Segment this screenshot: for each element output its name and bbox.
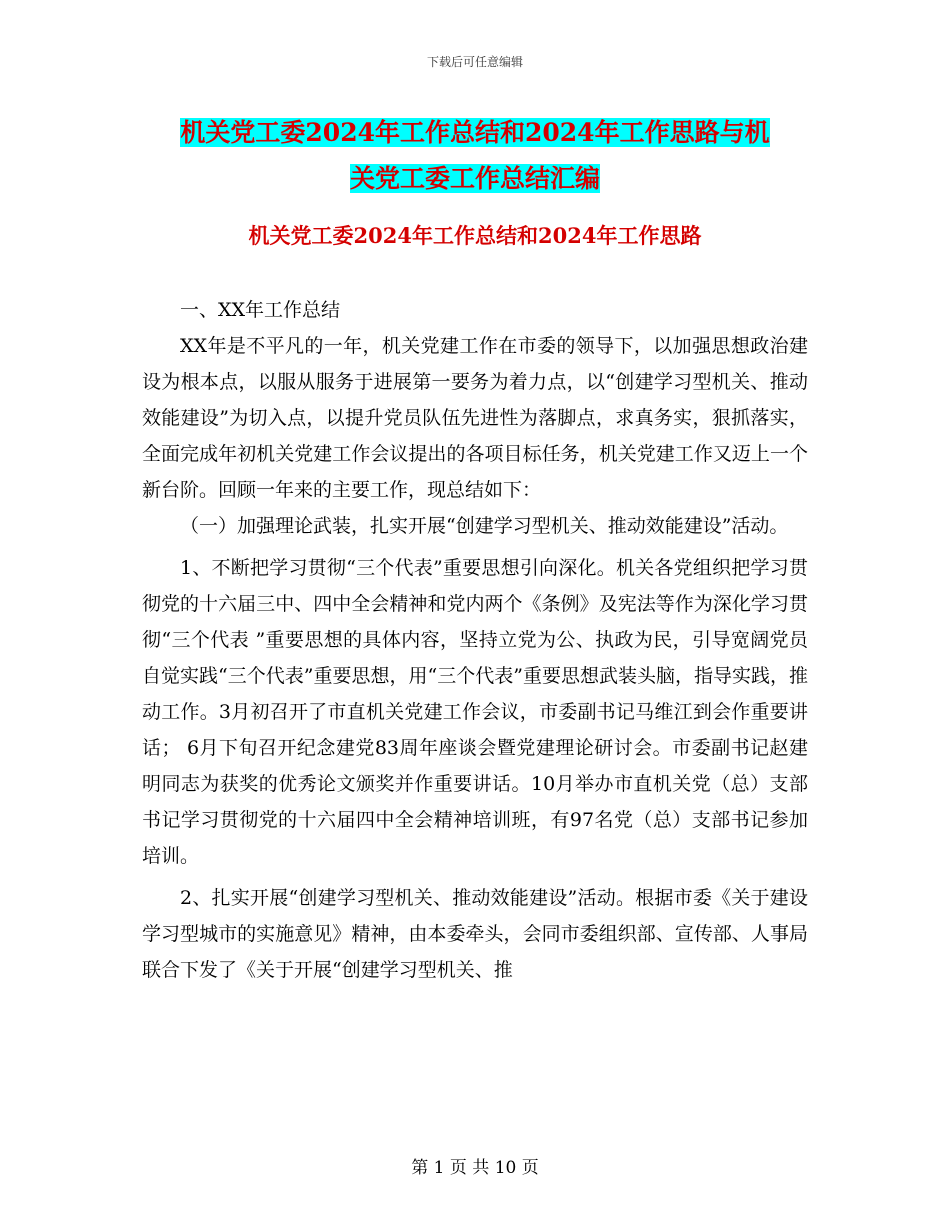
document-title-line-2: 关党工委工作总结汇编	[349, 164, 600, 193]
paragraph: 1、不断把学习贯彻“三个代表”重要思想引向深化。机关各党组织把学习贯彻党的十六届三中、四中全会精神和党内两个《条例》及宪法等作为深化学习贯彻“三个代表 ”重要思想的具体内容，坚持立党为公、执政为民，引导宽阔党员自觉实践“三个代表”重要思想，用“三个代表”重要思想武装头脑，指导实践，推动工作。3月初召开了市直机关党建工作会议，市委副书记马维江到会作重要讲话； 6月下旬召开纪念建党83周年座谈会暨党建理论研讨会。市委副书记赵建明同志为获奖的优秀论文颁奖并作重要讲话。10月举办市直机关党（总）支部书记学习贯彻党的十六届四中全会精神培训班，有97名党（总）支部书记参加培训。	[142, 557, 808, 867]
paragraph: （一）加强理论武装，扎实开展“创建学习型机关、推动效能建设”活动。	[180, 515, 789, 537]
paragraph-heading: 一、XX年工作总结	[180, 299, 341, 321]
document-body	[142, 292, 808, 988]
section-title: 机关党工委2024年工作总结和2024年工作思路	[248, 223, 702, 248]
paragraph: XX年是不平凡的一年，机关党建工作在市委的领导下，以加强思想政治建设为根本点，以服从服务于进展第一要务为着力点，以“创建学习型机关、推动效能建设”为切入点，以提升党员队伍先进性为落脚点，求真务实，狠抓落实，全面完成年初机关党建工作会议提出的各项目标任务，机关党建工作又迈上一个新台阶。回顾一年来的主要工作，现总结如下：	[142, 335, 808, 501]
paragraph: 2、扎实开展“创建学习型机关、推动效能建设”活动。根据市委《关于建设学习型城市的实施意见》精神，由本委牵头，会同市委组织部、宣传部、人事局联合下发了《关于开展“创建学习型机关、推	[142, 887, 808, 981]
page-footer: 第 1 页 共 10 页	[411, 1158, 539, 1178]
document-title-line-1: 机关党工委2024年工作总结和2024年工作思路与机	[180, 118, 770, 147]
page-header-note: 下载后可任意编辑	[426, 55, 523, 69]
document-title	[140, 110, 810, 202]
